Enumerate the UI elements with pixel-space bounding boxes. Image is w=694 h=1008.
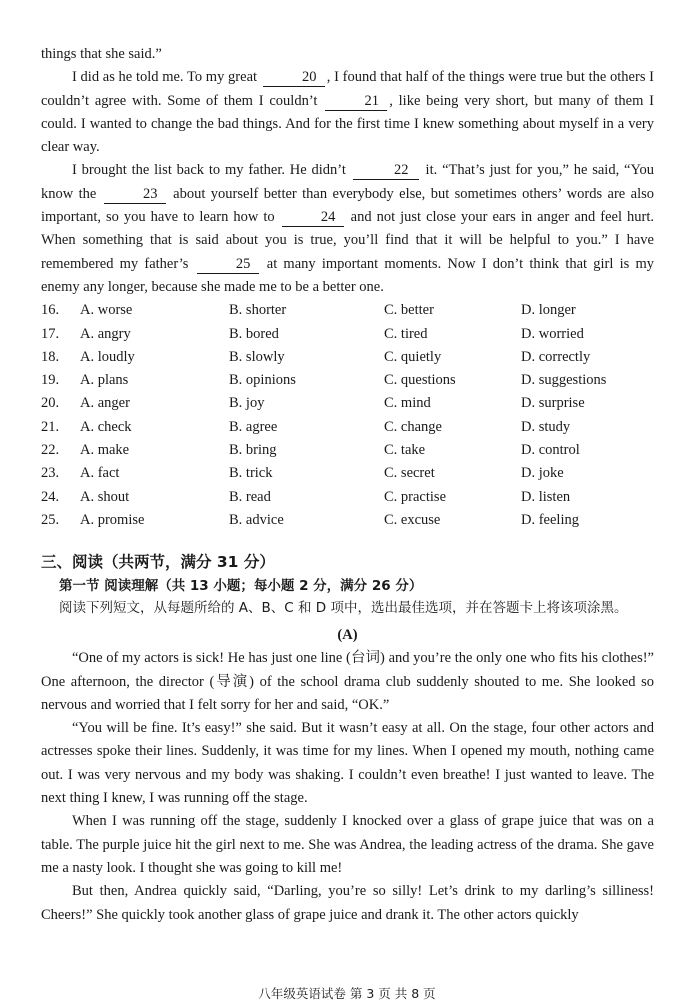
passage-label: (A) xyxy=(337,627,358,644)
option-a: A. make xyxy=(80,442,130,459)
option-row xyxy=(41,486,654,509)
blank-24: 24 xyxy=(282,209,344,227)
option-a: A. promise xyxy=(80,511,145,528)
option-a: A. angry xyxy=(80,325,131,342)
question-number: 21. xyxy=(41,418,60,435)
question-number: 16. xyxy=(41,302,60,319)
passage-paragraph: “You will be fine. It’s easy!” she said. But it wasn’t easy at all. On the stage, four other actors and actresses spoke their lines. Suddenly, it was time for my lines. When I opened my mouth, nothing came out. I was very nervous and my body was shaking. I couldn’t even breathe! I just wanted to leave. The next thing I knew, I was running off the stage. xyxy=(41,720,654,807)
question-number: 19. xyxy=(41,372,60,389)
option-a: A. shout xyxy=(80,488,130,505)
option-b: B. bored xyxy=(229,325,279,342)
option-a: A. plans xyxy=(80,372,129,389)
option-row xyxy=(41,346,654,369)
question-number: 17. xyxy=(41,325,60,342)
option-d: D. correctly xyxy=(521,348,591,365)
page-footer: 八年级英语试卷 第 3 页 共 8 页 xyxy=(258,986,436,1001)
blank-23: 23 xyxy=(104,186,166,204)
option-b: B. trick xyxy=(229,465,273,482)
option-row xyxy=(41,299,654,322)
option-row xyxy=(41,369,654,392)
blank-22: 22 xyxy=(353,162,419,180)
option-d: D. suggestions xyxy=(521,372,607,389)
option-b: B. joy xyxy=(229,395,265,412)
option-c: C. tired xyxy=(384,325,428,342)
option-c: C. change xyxy=(384,418,442,435)
subsection-title: 第一节 阅读理解（共 13 小题；每小题 2 分，满分 26 分） xyxy=(59,578,423,595)
option-c: C. secret xyxy=(384,465,435,482)
option-b: B. bring xyxy=(229,442,277,459)
option-c: C. quietly xyxy=(384,348,442,365)
section-title: 三、阅读（共两节，满分 31 分） xyxy=(41,553,275,572)
blank-21: 21 xyxy=(325,93,387,111)
option-a: A. anger xyxy=(80,395,130,412)
option-row xyxy=(41,509,654,532)
passage-paragraph: “One of my actors is sick! He has just one line (台词) and you’re the only one who fits his clothes!” One afternoon, the director (导演) of the school drama club suddenly shouted to me. She looked so nervous and worried that I felt sorry for her and said, “OK.” xyxy=(41,650,654,713)
question-number: 23. xyxy=(41,465,60,482)
passage-line: things that she said.” xyxy=(41,46,162,62)
option-a: A. check xyxy=(80,418,132,435)
option-a: A. worse xyxy=(80,302,133,319)
passage-paragraph: When I was running off the stage, suddenly I knocked over a glass of grape juice that was on a table. The purple juice hit the girl next to me. She was Andrea, the leading actress of the drama. She gave me a nasty look. I thought she was going to kill me! xyxy=(41,813,654,876)
option-a: A. loudly xyxy=(80,348,135,365)
option-c: C. mind xyxy=(384,395,431,412)
option-b: B. advice xyxy=(229,511,284,528)
option-b: B. opinions xyxy=(229,372,296,389)
question-number: 20. xyxy=(41,395,60,412)
passage-paragraph: I did as he told me. To my great 20 , I found that half of the things were true but the others I couldn’t agree with. Some of them I couldn’t 21 , like being very short, but many of them I could. I wanted to change the bad things. And for the first time I knew something about myself in a very clear way. xyxy=(41,69,654,156)
option-row xyxy=(41,392,654,415)
option-b: B. agree xyxy=(229,418,278,435)
option-b: B. read xyxy=(229,488,271,505)
option-row xyxy=(41,462,654,485)
option-d: D. listen xyxy=(521,488,571,505)
option-c: C. practise xyxy=(384,488,447,505)
passage-paragraph: But then, Andrea quickly said, “Darling, you’re so silly! Let’s drink to my darling’s silliness! Cheers!” She quickly took another glass of grape juice and drank it. The other actors quickly xyxy=(41,883,654,923)
option-b: B. slowly xyxy=(229,348,285,365)
option-a: A. fact xyxy=(80,465,120,482)
option-d: D. longer xyxy=(521,302,576,319)
option-d: D. surprise xyxy=(521,395,585,412)
options-table xyxy=(41,299,654,532)
option-d: D. worried xyxy=(521,325,584,342)
option-c: C. better xyxy=(384,302,434,319)
option-c: C. questions xyxy=(384,372,456,389)
passage-paragraph: I brought the list back to my father. He didn’t 22 it. “That’s just for you,” he said, “You know the 23 about yourself better than everybody else, but sometimes others’ words are also important, so you have to learn how to 24 and not just close your ears in anger and feel hurt. When something that is said about you is true, you’ll find that it will be helpful to you.” I have remembered my father’s 25 at many important moments. Now I don’t think that girl is my enemy any longer, because she made me to be a better one. xyxy=(41,162,655,295)
option-c: C. excuse xyxy=(384,511,441,528)
option-d: D. control xyxy=(521,442,580,459)
question-number: 24. xyxy=(41,488,60,505)
question-number: 22. xyxy=(41,442,60,459)
option-row xyxy=(41,439,654,462)
option-c: C. take xyxy=(384,442,426,459)
blank-25: 25 xyxy=(197,256,259,274)
question-number: 18. xyxy=(41,348,60,365)
option-d: D. feeling xyxy=(521,511,579,528)
option-d: D. study xyxy=(521,418,571,435)
instructions: 阅读下列短文，从每题所给的 A、B、C 和 D 项中，选出最佳选项，并在答题卡上将该项涂黑。 xyxy=(59,600,628,617)
question-number: 25. xyxy=(41,511,60,528)
blank-20: 20 xyxy=(263,69,325,87)
option-row xyxy=(41,323,654,346)
option-d: D. joke xyxy=(521,465,564,482)
option-b: B. shorter xyxy=(229,302,287,319)
option-row xyxy=(41,416,654,439)
